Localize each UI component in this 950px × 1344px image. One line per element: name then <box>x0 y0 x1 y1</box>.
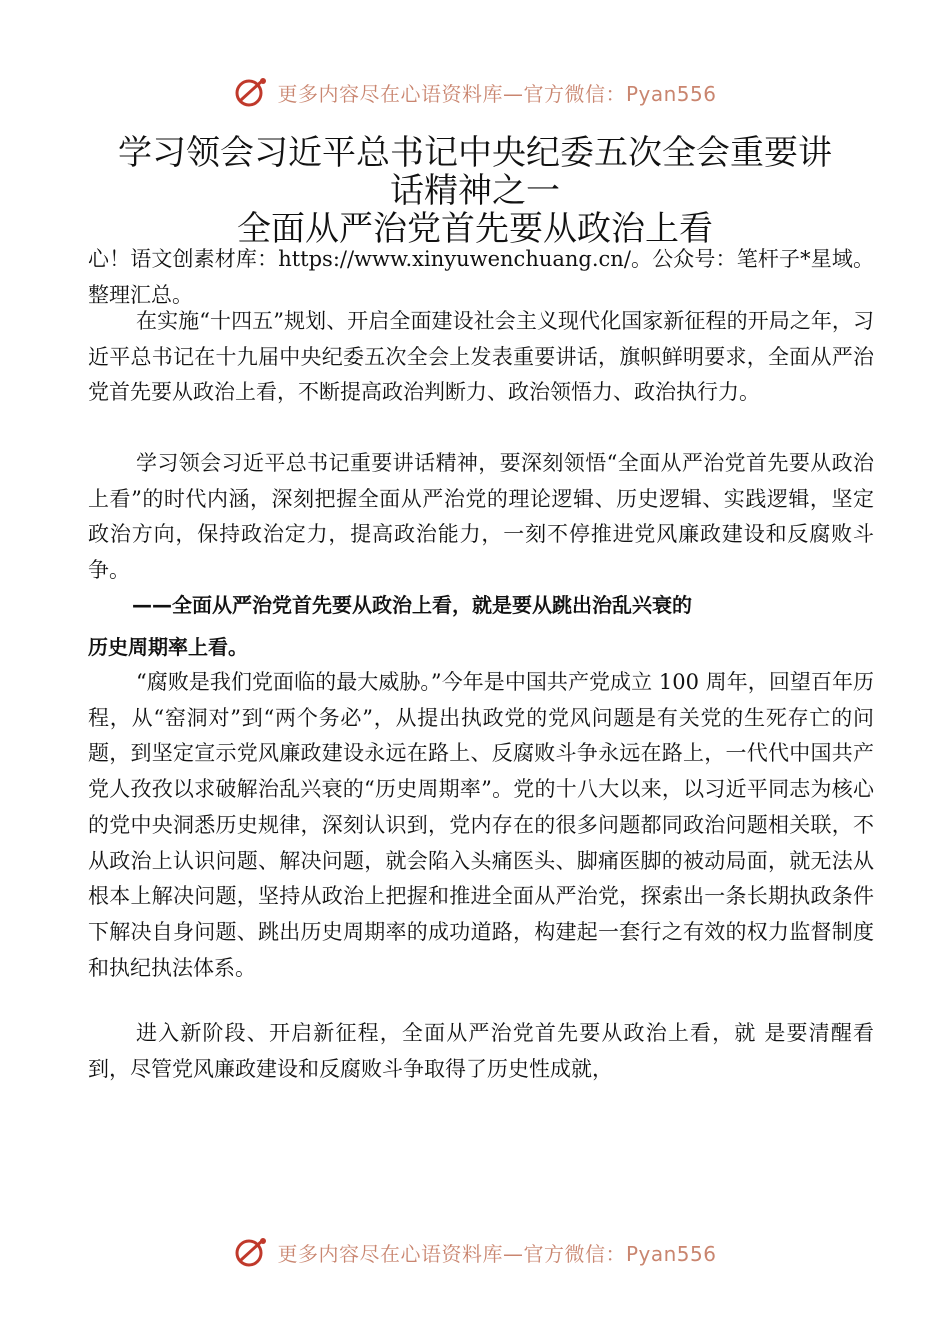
document-title-line-1: 学习领会习近平总书记中央纪委五次全会重要讲 <box>118 133 832 173</box>
document-subtitle: 全面从严治党首先要从政治上看 <box>237 209 713 249</box>
paragraph-1: 在实施“十四五”规划、开启全面建设社会主义现代化国家新征程的开局之年，习近平总书记在十九届中央纪委五次全会上发表重要讲话，旗帜鲜明要求，全面从严治党首先要从政治上看，不断提高政治判断力、政治领悟力、政治执行力。 <box>88 309 874 405</box>
header-watermark-text: 更多内容尽在心语资料库—官方微信：Pyan556 <box>277 81 717 106</box>
brush-logo-icon <box>233 1236 269 1268</box>
document-title-line-2: 话精神之一 <box>390 171 560 211</box>
source-note: 心！语文创素材库：https://www.xinyuwenchuang.cn/。公众号：笔杆子*星域。整理汇总。 <box>88 247 874 307</box>
paragraph-2: 学习领会习近平总书记重要讲话精神，要深刻领悟“全面从严治党首先要从政治上看”的时代内涵，深刻把握全面从严治党的理论逻辑、历史逻辑、实践逻辑，坚定政治方向，保持政治定力，提高政治能力，一刻不停推进党风廉政建设和反腐败斗争。 <box>88 451 874 583</box>
header-watermark <box>0 76 950 108</box>
paragraph-3: “腐败是我们党面临的最大威胁。”今年是中国共产党成立 100 周年，回望百年历程，从“窑洞对”到“两个务必”，从提出执政党的党风问题是有关党的生死存亡的问题，到坚定宣示党风廉政建设永远在路上、反腐败斗争永远在路上，一代代中国共产党人孜孜以求破解治乱兴衰的“历史周期率”。党的十八大以来，以习近平同志为核心的党中央洞悉历史规律，深刻认识到，党内存在的很多问题都同政治问题相关联，不从政治上认识问题、解决问题，就会陷入头痛医头、脚痛医脚的被动局面，就无法从根本上解决问题，坚持从政治上把握和推进全面从严治党，探索出一条长期执政条件下解决自身问题、跳出历史周期率的成功道路，构建起一套行之有效的权力监督制度和执纪执法体系。 <box>88 670 874 980</box>
footer-watermark <box>0 1236 950 1268</box>
section-heading-line-2: 历史周期率上看。 <box>88 635 248 659</box>
footer-watermark-text: 更多内容尽在心语资料库—官方微信：Pyan556 <box>277 1241 717 1266</box>
brush-logo-icon <box>233 76 269 108</box>
paragraph-4: 进入新阶段、开启新征程，全面从严治党首先要从政治上看，就 是要清醒看到，尽管党风廉政建设和反腐败斗争取得了历史性成就， <box>88 1021 874 1081</box>
section-heading-line-1: ——全面从严治党首先要从政治上看，就是要从跳出治乱兴衰的 <box>132 593 692 617</box>
